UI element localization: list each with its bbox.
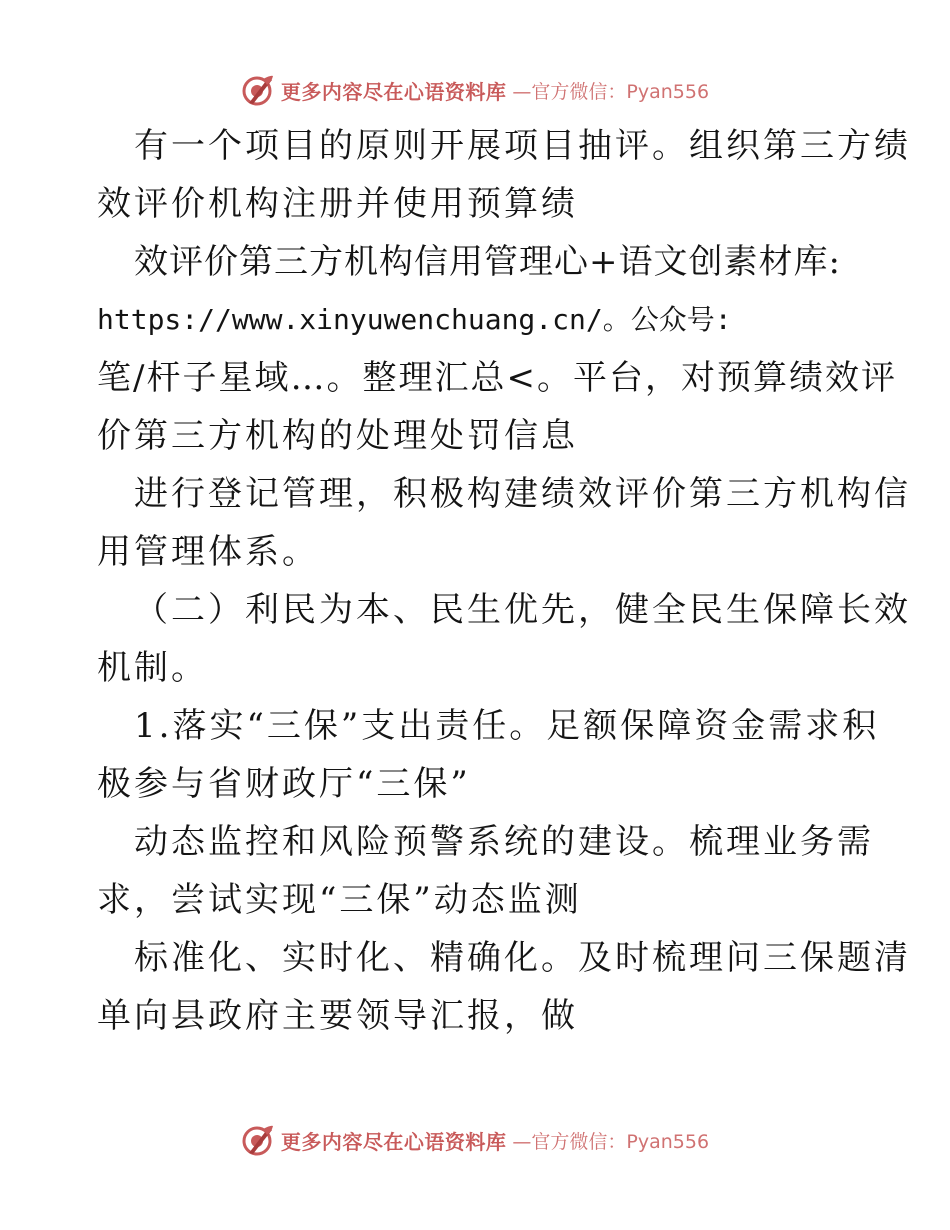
text-line-5: 笔/杆子星域…。整理汇总<。平台，对预算绩效评	[97, 358, 897, 398]
text-line-12: 极参与省财政厅“三保”	[97, 764, 471, 804]
text-line-4-url: https://www.xinyuwenchuang.cn/。公众号:	[97, 303, 732, 336]
quill-circle-logo-icon	[241, 1123, 275, 1157]
text-line-7: 进行登记管理，积极构建绩效评价第三方机构信	[134, 474, 911, 514]
text-line-14: 求，尝试实现“三保”动态监测	[97, 880, 582, 920]
text-line-3: 效评价第三方机构信用管理心+语文创素材库:	[134, 242, 841, 282]
header-banner	[0, 70, 950, 110]
text-line-16: 单向县政府主要领导汇报，做	[97, 996, 578, 1036]
text-line-8: 用管理体系。	[97, 532, 319, 572]
footer-banner	[0, 1120, 950, 1160]
header-brand-text: 更多内容尽在心语资料库	[280, 79, 507, 104]
text-line-10: 机制。	[97, 648, 208, 688]
header-wechat-text: —官方微信：Pyan556	[512, 80, 710, 103]
footer-wechat-text: —官方微信：Pyan556	[512, 1130, 710, 1153]
quill-circle-logo-icon	[241, 73, 275, 107]
text-line-15: 标准化、实时化、精确化。及时梳理问三保题清	[134, 938, 911, 978]
text-line-6: 价第三方机构的处理处罚信息	[97, 416, 578, 456]
text-line-9: （二）利民为本、民生优先，健全民生保障长效	[134, 590, 911, 630]
text-line-1: 有一个项目的原则开展项目抽评。组织第三方绩	[134, 126, 911, 166]
text-line-13: 动态监控和风险预警系统的建设。梳理业务需	[134, 822, 874, 862]
text-line-11: 1.落实“三保”支出责任。足额保障资金需求积	[134, 706, 880, 746]
text-line-2: 效评价机构注册并使用预算绩	[97, 184, 578, 224]
footer-brand-text: 更多内容尽在心语资料库	[280, 1129, 507, 1154]
document-body	[97, 117, 911, 1045]
